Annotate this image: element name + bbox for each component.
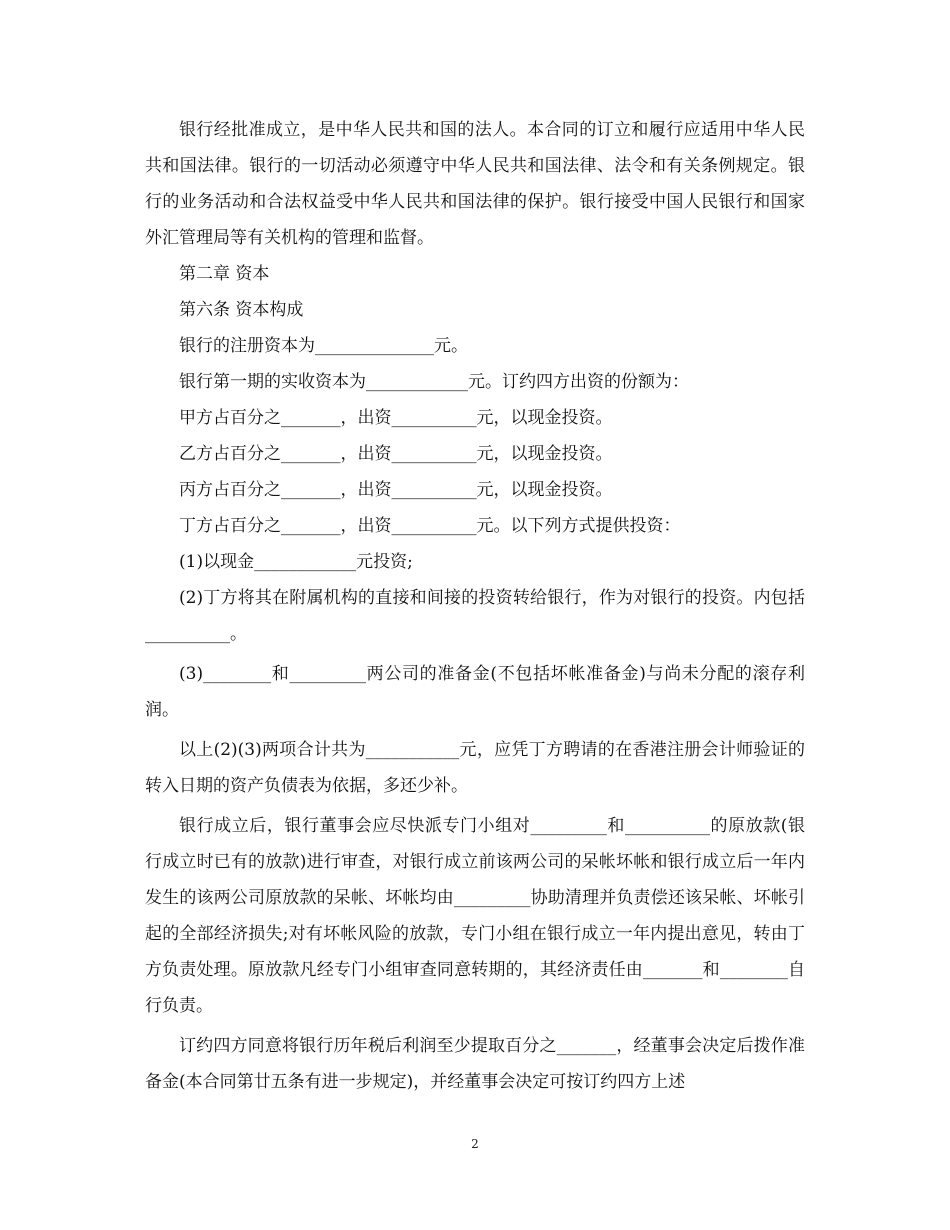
- paragraph-item-1-cash: (1)以现金____________元投资;: [179, 552, 413, 572]
- paragraph-party-d-share: 丁方占百分之_______，出资__________元。以下列方式提供投资：: [179, 516, 681, 536]
- paragraph-registered-capital: 银行的注册资本为______________元。: [179, 336, 468, 356]
- paragraph-paid-in-capital: 银行第一期的实收资本为____________元。订约四方出资的份额为：: [179, 372, 689, 392]
- paragraph-legal-status: 银行经批准成立，是中华人民共和国的法人。本合同的订立和履行应适用中华人民共和国法律。银行的一切活动必须遵守中华人民共和国法律、法令和有关条例规定。银行的业务活动和合法权益受中华人民共和国法律的保护。银行接受中国人民银行和国家外汇管理局等有关机构的管理和监督。: [145, 120, 805, 248]
- article-heading: 第六条 资本构成: [179, 300, 304, 320]
- paragraph-combined-total: 以上(2)(3)两项合计共为___________元，应凭丁方聘请的在香港注册会计师验证的转入日期的资产负债表为依据，多还少补。: [145, 740, 805, 796]
- paragraph-item-3-reserves: (3)________和_________两公司的准备金(不包括坏帐准备金)与尚未分配的滚存利润。: [145, 664, 805, 720]
- paragraph-item-2-transfer: (2)丁方将其在附属机构的直接和间接的投资转给银行，作为对银行的投资。内包括__________。: [145, 588, 805, 644]
- paragraph-party-b-share: 乙方占百分之_______，出资__________元，以现金投资。: [179, 444, 613, 464]
- page-number: 2: [471, 1137, 479, 1151]
- paragraph-party-c-share: 丙方占百分之_______，出资__________元，以现金投资。: [179, 480, 613, 500]
- chapter-heading: 第二章 资本: [179, 264, 270, 284]
- paragraph-profit-reserve: 订约四方同意将银行历年税后利润至少提取百分之_______，经董事会决定后拨作准备金(本合同第廿五条有进一步规定)，并经董事会决定可按订约四方上述: [145, 1036, 805, 1092]
- paragraph-party-a-share: 甲方占百分之_______，出资__________元，以现金投资。: [179, 408, 613, 428]
- paragraph-loan-review: 银行成立后，银行董事会应尽快派专门小组对_________和__________的原放款(银行成立时已有的放款)进行审查，对银行成立前该两公司的呆帐坏帐和银行成立后一年内发生的该两公司原放款的呆帐、坏帐均由_________协助清理并负责偿还该呆帐、坏帐引起的全部经济损失;对有坏帐风险的放款，专门小组在银行成立一年内提出意见，转由丁方负责处理。原放款凡经专门小组审查同意转期的，其经济责任由_______和________自行负责。: [145, 816, 805, 1016]
- document-body: [145, 112, 805, 1100]
